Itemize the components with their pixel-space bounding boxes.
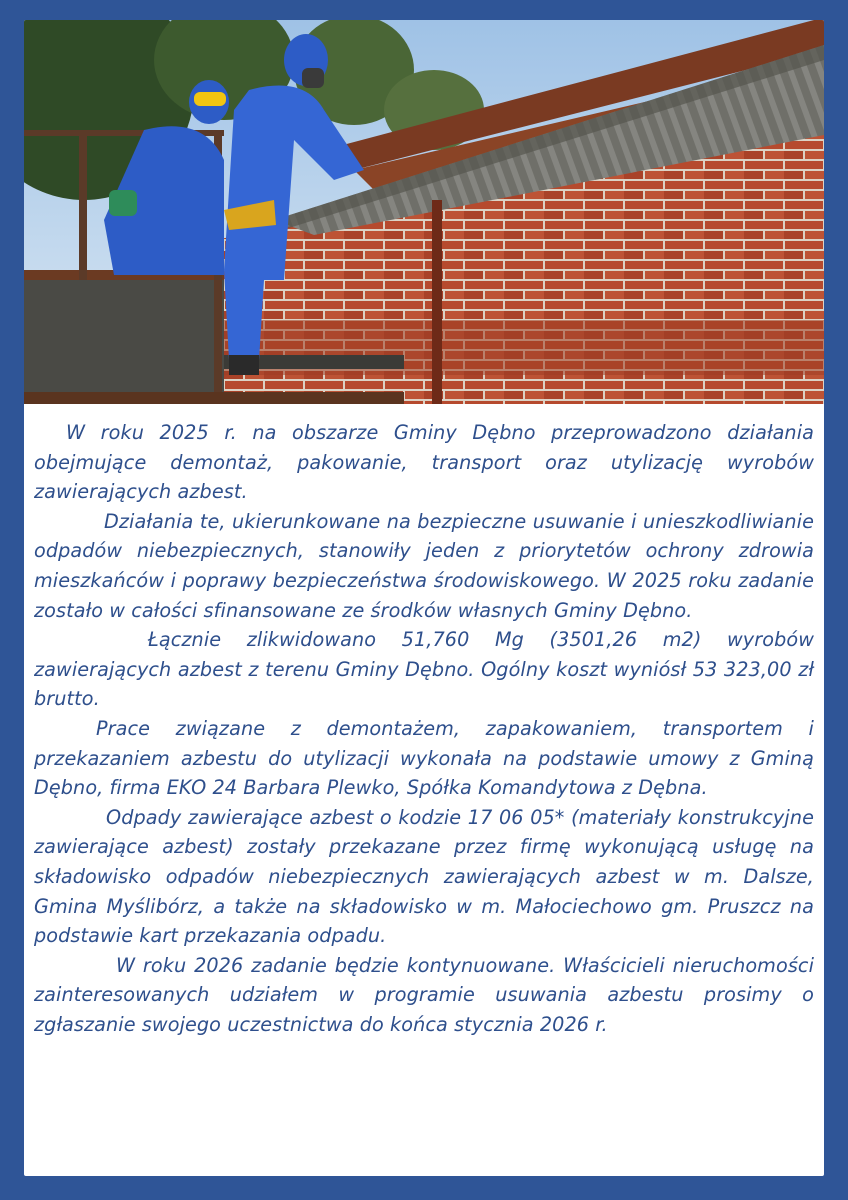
notice-card <box>24 20 824 1176</box>
article-paragraph: Odpady zawierające azbest o kodzie 17 06 05* (materiały konstrukcyjne zawierające azbest) zostały przekazane przez firmę wykonującą usługę na składowisko odpadów niebezpiecznych zawierających azbest w m. Dalsze, Gmina Myślibórz, a także na składowisko w m. Małociechowo gm. Pruszcz na podstawie kart przekazania odpadu. <box>34 805 814 948</box>
article-paragraph: W roku 2026 zadanie będzie kontynuowane. Właścicieli nieruchomości zainteresowanych udziałem w programie usuwania azbestu prosimy o zgłaszanie swojego uczestnictwa do końca stycznia 2026 r. <box>34 953 814 1036</box>
article-paragraph: Działania te, ukierunkowane na bezpieczne usuwanie i unieszkodliwianie odpadów niebezpiecznych, stanowiły jeden z priorytetów ochrony zdrowia mieszkańców i poprawy bezpieczeństwa środowiskowego. W 2025 roku zadanie zostało w całości sfinansowane ze środków własnych Gminy Dębno. <box>34 509 814 622</box>
article-paragraph: Prace związane z demontażem, zapakowaniem, transportem i przekazaniem azbestu do utylizacji wykonała na podstawie umowy z Gminą Dębno, firma EKO 24 Barbara Plewko, Spółka Komandytowa z Dębna. <box>34 716 814 800</box>
asbestos-removal-photo <box>24 20 824 404</box>
article-paragraph: W roku 2025 r. na obszarze Gminy Dębno przeprowadzono działania obejmujące demontaż, pakowanie, transport oraz utylizację wyrobów zawierających azbest. <box>34 421 814 504</box>
article-paragraph: Łącznie zlikwidowano 51,760 Mg (3501,26 m2) wyrobów zawierających azbest z terenu Gminy Dębno. Ogólny koszt wyniósł 53 323,00 zł brutto. <box>34 628 814 711</box>
article-text <box>34 418 814 1039</box>
